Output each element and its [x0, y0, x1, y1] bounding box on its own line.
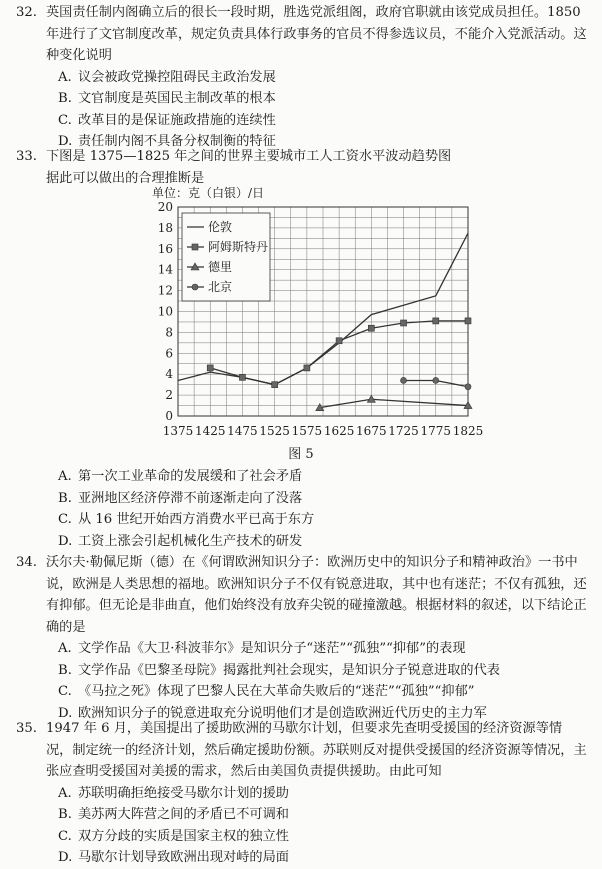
option-text: 议会被政党操控阻碍民主政治发展	[78, 69, 276, 85]
y-tick-label: 18	[157, 220, 173, 235]
marker-square	[433, 318, 439, 324]
unit-label: 单位：克（白银）/日	[152, 186, 265, 200]
option-label: A.	[58, 785, 72, 801]
question-32	[0, 2, 602, 153]
x-tick-label: 1825	[452, 424, 484, 438]
option-text: 马歇尔计划导致欧洲出现对峙的局面	[78, 850, 289, 865]
option-label: B.	[58, 91, 72, 106]
question-number: 33.	[16, 149, 37, 164]
option-text: 工资上涨会引起机械化生产技术的研发	[78, 533, 303, 549]
question-35	[0, 718, 602, 869]
option-d[interactable]	[0, 531, 602, 553]
stem-text: 1947 年 6 月，美国提出了援助欧洲的马歇尔计划，但要求先查明受援国的经济资源等情况，制定统一的经济计划，然后确定援助份额。苏联则反对提供受援国的经济资源等情况，主张应查明受援国对美援的需求，然后由美国负责提供援助。由此可知	[46, 721, 587, 779]
marker-circle	[192, 284, 198, 290]
question-number: 35.	[16, 721, 37, 736]
option-label: B.	[58, 490, 72, 506]
question-number: 32.	[16, 5, 37, 20]
option-d[interactable]	[0, 847, 602, 869]
y-tick-label: 6	[165, 346, 173, 361]
option-c[interactable]	[0, 681, 602, 703]
option-b[interactable]	[0, 88, 602, 110]
series-line-3	[320, 399, 468, 407]
option-c[interactable]	[0, 509, 602, 531]
marker-square	[207, 365, 213, 371]
question-stem	[0, 552, 602, 638]
x-tick-label: 1675	[356, 424, 387, 438]
option-label: C.	[58, 512, 72, 527]
y-tick-label: 8	[165, 325, 173, 340]
question-stem	[0, 718, 602, 783]
option-text: 从 16 世纪开始西方消费水平已高于东方	[78, 512, 315, 527]
legend-label: 北京	[208, 280, 233, 294]
option-label: B.	[58, 807, 72, 822]
option-text: 美苏两大阵营之间的矛盾已不可调和	[78, 807, 289, 822]
option-text: 苏联明确拒绝接受马歇尔计划的援助	[78, 785, 289, 801]
question-33-options	[0, 466, 602, 552]
option-label: D.	[58, 850, 73, 865]
stem-line-2: 据此可以做出的合理推断是	[46, 170, 205, 186]
marker-square	[465, 318, 471, 324]
question-stem	[0, 2, 602, 67]
question-number: 34.	[16, 555, 37, 570]
marker-square	[239, 374, 245, 380]
y-tick-label: 12	[157, 283, 173, 298]
option-text: 双方分歧的实质是国家主权的独立性	[78, 828, 289, 844]
x-tick-label: 1625	[323, 424, 355, 438]
y-tick-label: 20	[157, 200, 173, 214]
option-label: D.	[58, 705, 73, 721]
y-tick-label: 4	[165, 367, 173, 382]
question-33	[0, 146, 602, 189]
option-label: D.	[58, 533, 73, 549]
marker-square	[272, 382, 278, 388]
marker-circle	[465, 384, 471, 390]
y-tick-label: 16	[157, 241, 173, 256]
option-text: 亚洲地区经济停滞不前逐渐走向了没落	[78, 490, 303, 506]
figure-caption: 图 5	[288, 447, 314, 462]
option-label: A.	[58, 469, 72, 484]
x-tick-label: 1575	[291, 424, 323, 438]
x-tick-label: 1425	[194, 424, 226, 438]
marker-square	[368, 325, 374, 331]
option-label: D.	[58, 134, 73, 149]
marker-square	[336, 338, 342, 344]
option-text: 欧洲知识分子的锐意进取充分说明他们才是创造欧洲近代历史的主力军	[78, 705, 487, 721]
y-tick-label: 14	[157, 262, 173, 277]
stem-text: 沃尔夫·勒佩尼斯（德）在《何谓欧洲知识分子：欧洲历史中的知识分子和精神政治》一书中说，欧洲是人类思想的福地。欧洲知识分子不仅有锐意进取，其中也有迷茫；不仅有孤独，还有抑郁。但无论是非曲直，他们始终没有放弃尖锐的碰撞激越。根据材料的叙述，以下结论正确的是	[46, 555, 587, 635]
option-text: 文官制度是英国民主制改革的根本	[78, 91, 276, 106]
stem-text: 下图是 1375—1825 年之间的世界主要城市工人工资水平波动趋势图	[46, 149, 452, 164]
option-text: 第一次工业革命的发展缓和了社会矛盾	[78, 469, 303, 484]
legend-label: 德里	[208, 260, 233, 274]
y-tick-label: 10	[157, 304, 173, 319]
option-label: B.	[58, 662, 72, 678]
option-a[interactable]	[0, 466, 602, 488]
option-text: 文学作品《大卫·科波菲尔》是知识分子“迷茫”“孤独”“抑郁”的表现	[78, 641, 466, 656]
marker-square	[192, 244, 198, 250]
x-tick-label: 1375	[162, 424, 194, 438]
option-b[interactable]	[0, 488, 602, 510]
option-label: A.	[58, 641, 72, 656]
option-b[interactable]	[0, 660, 602, 682]
legend-label: 阿姆斯特丹	[208, 240, 269, 254]
option-a[interactable]	[0, 67, 602, 89]
marker-square	[304, 365, 310, 371]
marker-circle	[401, 377, 407, 383]
marker-square	[401, 320, 407, 326]
option-text: 改革目的是保证施政措施的连续性	[78, 112, 276, 128]
option-label: A.	[58, 69, 72, 85]
option-text: 责任制内阁不具备分权制衡的特征	[78, 134, 276, 149]
option-a[interactable]	[0, 783, 602, 805]
wage-chart	[150, 185, 490, 445]
legend-label: 伦敦	[208, 220, 233, 234]
stem-text: 英国责任制内阁确立后的很长一段时期，胜选党派组阁，政府官职就由该党成员担任。1850 年进行了文官制度改革，规定负责具体行政事务的官员不得参选议员，不能介入党派活动。这种变化说明	[46, 5, 587, 63]
option-text: 文学作品《巴黎圣母院》揭露批判社会现实，是知识分子锐意进取的代表	[78, 662, 500, 678]
option-c[interactable]	[0, 110, 602, 132]
question-stem	[0, 146, 602, 168]
question-34	[0, 552, 602, 724]
option-a[interactable]	[0, 638, 602, 660]
x-tick-label: 1525	[259, 424, 290, 438]
marker-circle	[433, 377, 439, 383]
option-label: C.	[58, 684, 72, 699]
option-label: C.	[58, 112, 72, 128]
y-tick-label: 0	[165, 409, 173, 423]
option-label: C.	[58, 828, 72, 844]
x-tick-label: 1775	[420, 424, 452, 438]
y-tick-label: 2	[165, 388, 173, 403]
x-tick-label: 1725	[388, 424, 419, 438]
option-text: 《马拉之死》体现了巴黎人民在大革命失败后的“迷茫”“孤独”“抑郁”	[78, 684, 475, 699]
x-tick-label: 1475	[227, 424, 258, 438]
option-b[interactable]	[0, 804, 602, 826]
marker-triangle	[367, 395, 375, 402]
